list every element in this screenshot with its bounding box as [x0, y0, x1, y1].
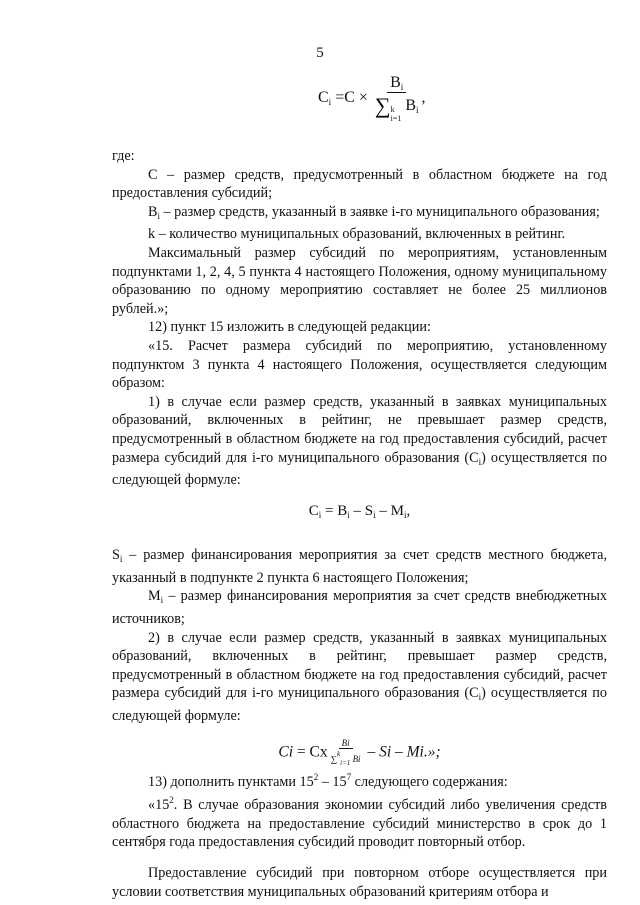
fb-eq: = Cx	[293, 743, 328, 761]
item-13-a: 13) дополнить пунктами 15	[148, 773, 314, 790]
case-2-tail: ) осуществляется по следующей формуле:	[112, 685, 607, 725]
fm-m-sub: i	[403, 509, 407, 520]
item-15: «15. Расчет размера субсидий по мероприятию, установленному подпунктом 3 пункта 4 настоящего Положения, осуществляется следующим образом:	[112, 337, 607, 392]
fb-sigma-lower: i=1	[340, 758, 351, 767]
document-body	[112, 147, 607, 901]
def-si-text: – размер финансирования мероприятия за счет средств местного бюджета, указанный в подпункте 2 пункта 6 настоящего Положения;	[112, 547, 607, 586]
fb-fraction	[328, 738, 364, 768]
case-1	[112, 393, 607, 490]
def-bi-var: B	[148, 203, 158, 220]
fm-c-sub: i	[318, 509, 322, 520]
fm-m: – M	[375, 502, 404, 519]
def-si	[112, 546, 607, 587]
fb-denominator	[328, 749, 364, 768]
def-mi-var: M	[148, 588, 161, 605]
def-si-var: S	[112, 547, 120, 564]
def-k: k – количество муниципальных образований, включенных в рейтинг.	[148, 226, 566, 243]
fm-c: C	[308, 502, 319, 519]
fb-den-var: Bi	[350, 753, 361, 764]
sigma-lower: i=1	[390, 114, 402, 123]
formula-ci-difference	[112, 502, 607, 525]
case-2-text: 2) в случае если размер средств, указанный в заявках муниципальных образований, включенных в рейтинг, превышает размер средств, предусмотренный в областном бюджете на год предоставления субсидий, расчет размера субсидий для i-го муниципального образования (C	[112, 629, 607, 702]
para-max-subsidy: Максимальный размер субсидий по мероприятиям, установленным подпунктами 1, 2, 4, 5 пункта 4 настоящего Положения, одному муниципальному образованию по одному мероприятию составляет не более 25 миллионов рублей.»;	[112, 244, 607, 317]
fb-tail: – Si – Mi.»;	[363, 743, 441, 761]
formula-ci-proportional	[112, 738, 607, 768]
denominator-var: B	[405, 97, 416, 114]
case-2-sub: i	[478, 692, 482, 703]
item-15-2-a: «15	[148, 797, 170, 814]
item-13-c: следующего содержания:	[351, 773, 508, 790]
item-15-2	[112, 791, 607, 852]
def-bi-sub: i	[157, 210, 160, 221]
where-label: где:	[112, 148, 135, 164]
fm-b-sub: i	[347, 509, 350, 520]
formula-numerator	[387, 74, 406, 93]
formula-lhs-sub: i	[328, 97, 332, 108]
formula-fraction	[372, 74, 422, 123]
fb-sigma-upper: k	[337, 749, 341, 758]
item-13	[112, 768, 607, 792]
formula-lhs: C	[318, 89, 329, 107]
case-1-sub: i	[478, 456, 482, 467]
item-12: 12) пункт 15 изложить в следующей редакции:	[148, 319, 431, 336]
case-2	[112, 629, 607, 726]
fm-eq: = B	[321, 502, 348, 519]
def-mi-text: – размер финансирования мероприятия за счет средств внебюджетных источников;	[112, 588, 607, 628]
fb-numerator: Bi	[339, 738, 353, 749]
formula-ci-share	[318, 74, 426, 123]
def-mi	[112, 587, 607, 628]
item-13-b: – 15	[318, 773, 347, 790]
case-1-text: 1) в случае если размер средств, указанный в заявках муниципальных образований, включенных в рейтинг, не превышает размер средств, предусмотренный в областном бюджете на год предоставления субсидий, расчет размера субсидий для i-го муниципального образования (C	[112, 393, 607, 466]
item-13-sup2: 7	[346, 771, 352, 782]
sigma-upper: k	[390, 105, 395, 114]
item-15-2-sup: 2	[169, 795, 174, 806]
item-15-2-b: . В случае образования экономии субсидий либо увеличения средств областного бюджета на предоставление субсидий министерство в срок до 1 сентября года предоставления субсидий проводит повторный отбор.	[112, 797, 607, 851]
fb-sigma: ∑	[330, 753, 338, 764]
def-bi	[112, 203, 607, 226]
formula-denominator	[372, 93, 422, 123]
def-c: C – размер средств, предусмотренный в областном бюджете на год предоставления субсидий;	[112, 166, 607, 202]
formula-eq: =C ×	[335, 89, 368, 107]
def-bi-text: – размер средств, указанный в заявке i-го муниципального образования;	[159, 203, 600, 220]
sigma-symbol: ∑	[374, 93, 391, 118]
def-si-sub: i	[119, 554, 123, 565]
denominator-sub: i	[416, 105, 419, 115]
numerator-var: B	[390, 74, 401, 91]
case-1-tail: ) осуществляется по следующей формуле:	[112, 449, 607, 489]
fm-s: – S	[349, 502, 374, 519]
fm-s-sub: i	[373, 509, 376, 520]
def-mi-sub: i	[160, 595, 164, 606]
fm-tail: ,	[406, 502, 411, 519]
item-13-sup1: 2	[313, 771, 319, 782]
page-number: 5	[316, 45, 324, 61]
last-paragraph: Предоставление субсидий при повторном отборе осуществляется при условии соответствия муниципальных образований критериям отбора и	[112, 865, 607, 900]
formula-tail: ,	[421, 89, 426, 107]
numerator-sub: i	[400, 82, 404, 92]
fb-lhs: Ci	[278, 743, 294, 761]
